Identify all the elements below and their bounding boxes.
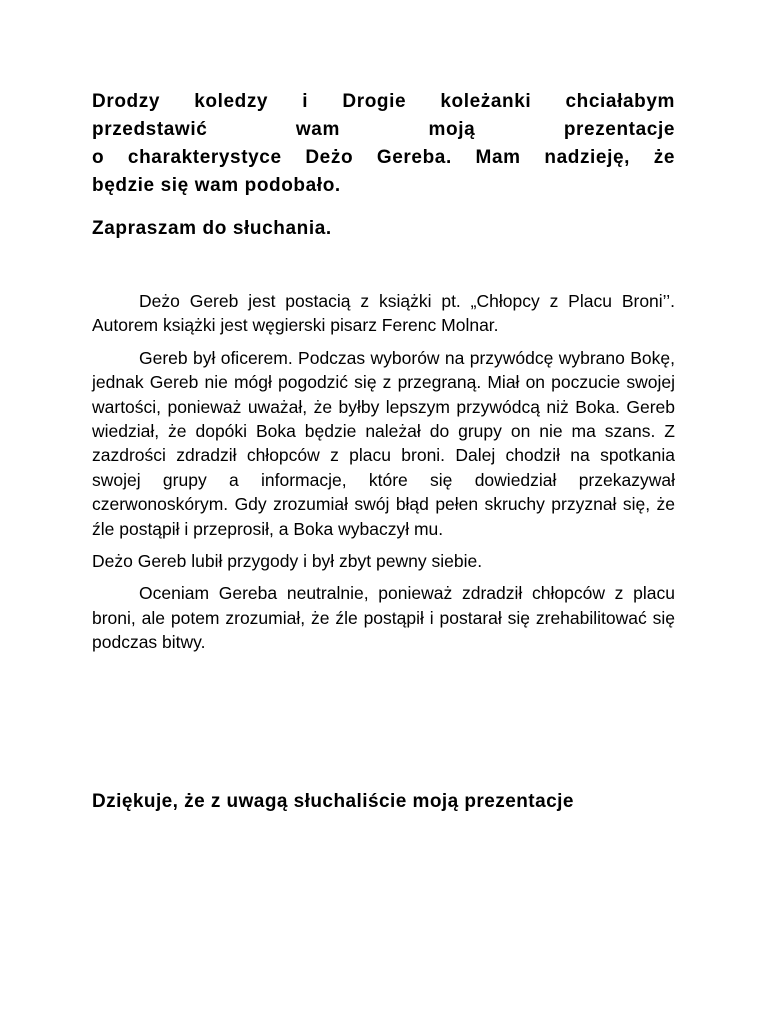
intro-line: Drodzy koledzy i Drogie koleżanki chciałabym [92,91,675,112]
paragraph-story: Gereb był oficerem. Podczas wyborów na przywódcę wybrano Bokę, jednak Gereb nie mógł pogodzić się z przegraną. Miał on poczucie swojej wartości, ponieważ uważał, że byłby lepszym przywódcą niż Boka. Gereb wiedział, że dopóki Boka będzie należał do grupy on nie ma szans. Z zazdrości zdradził chłopców z placu broni. Dalej chodził na spotkania swojej grupy a informacje, które się dowiedział przekazywał czerwonoskórym. Gdy zrozumiał swój błąd pełen skruchy przyznał się, że źle postąpił i przeprosił, a Boka wybaczył mu. [92,347,675,539]
invitation-heading: Zapraszam do słuchania. [92,218,332,239]
intro-line: będzie się wam podobało. [92,175,341,196]
intro-paragraph [92,88,675,200]
closing-thanks: Dziękuje, że z uwagą słuchaliście moją prezentacje [92,791,574,812]
body-text [92,289,675,663]
paragraph-source: Deżo Gereb jest postacią z książki pt. „Chłopcy z Placu Broni’’. Autorem książki jest węgierski pisarz Ferenc Molnar. [92,291,675,336]
paragraph-traits: Deżo Gereb lubił przygody i był zbyt pewny siebie. [92,551,483,572]
intro-line: o charakterystyce Deżo Gereba. Mam nadzieję, że [92,147,675,168]
paragraph-opinion: Oceniam Gereba neutralnie, ponieważ zdradził chłopców z placu broni, ale potem zrozumiał, że źle postąpił i postarał się zrehabilitować się podczas bitwy. [92,583,675,653]
intro-line: przedstawić wam moją prezentacje [92,119,675,140]
